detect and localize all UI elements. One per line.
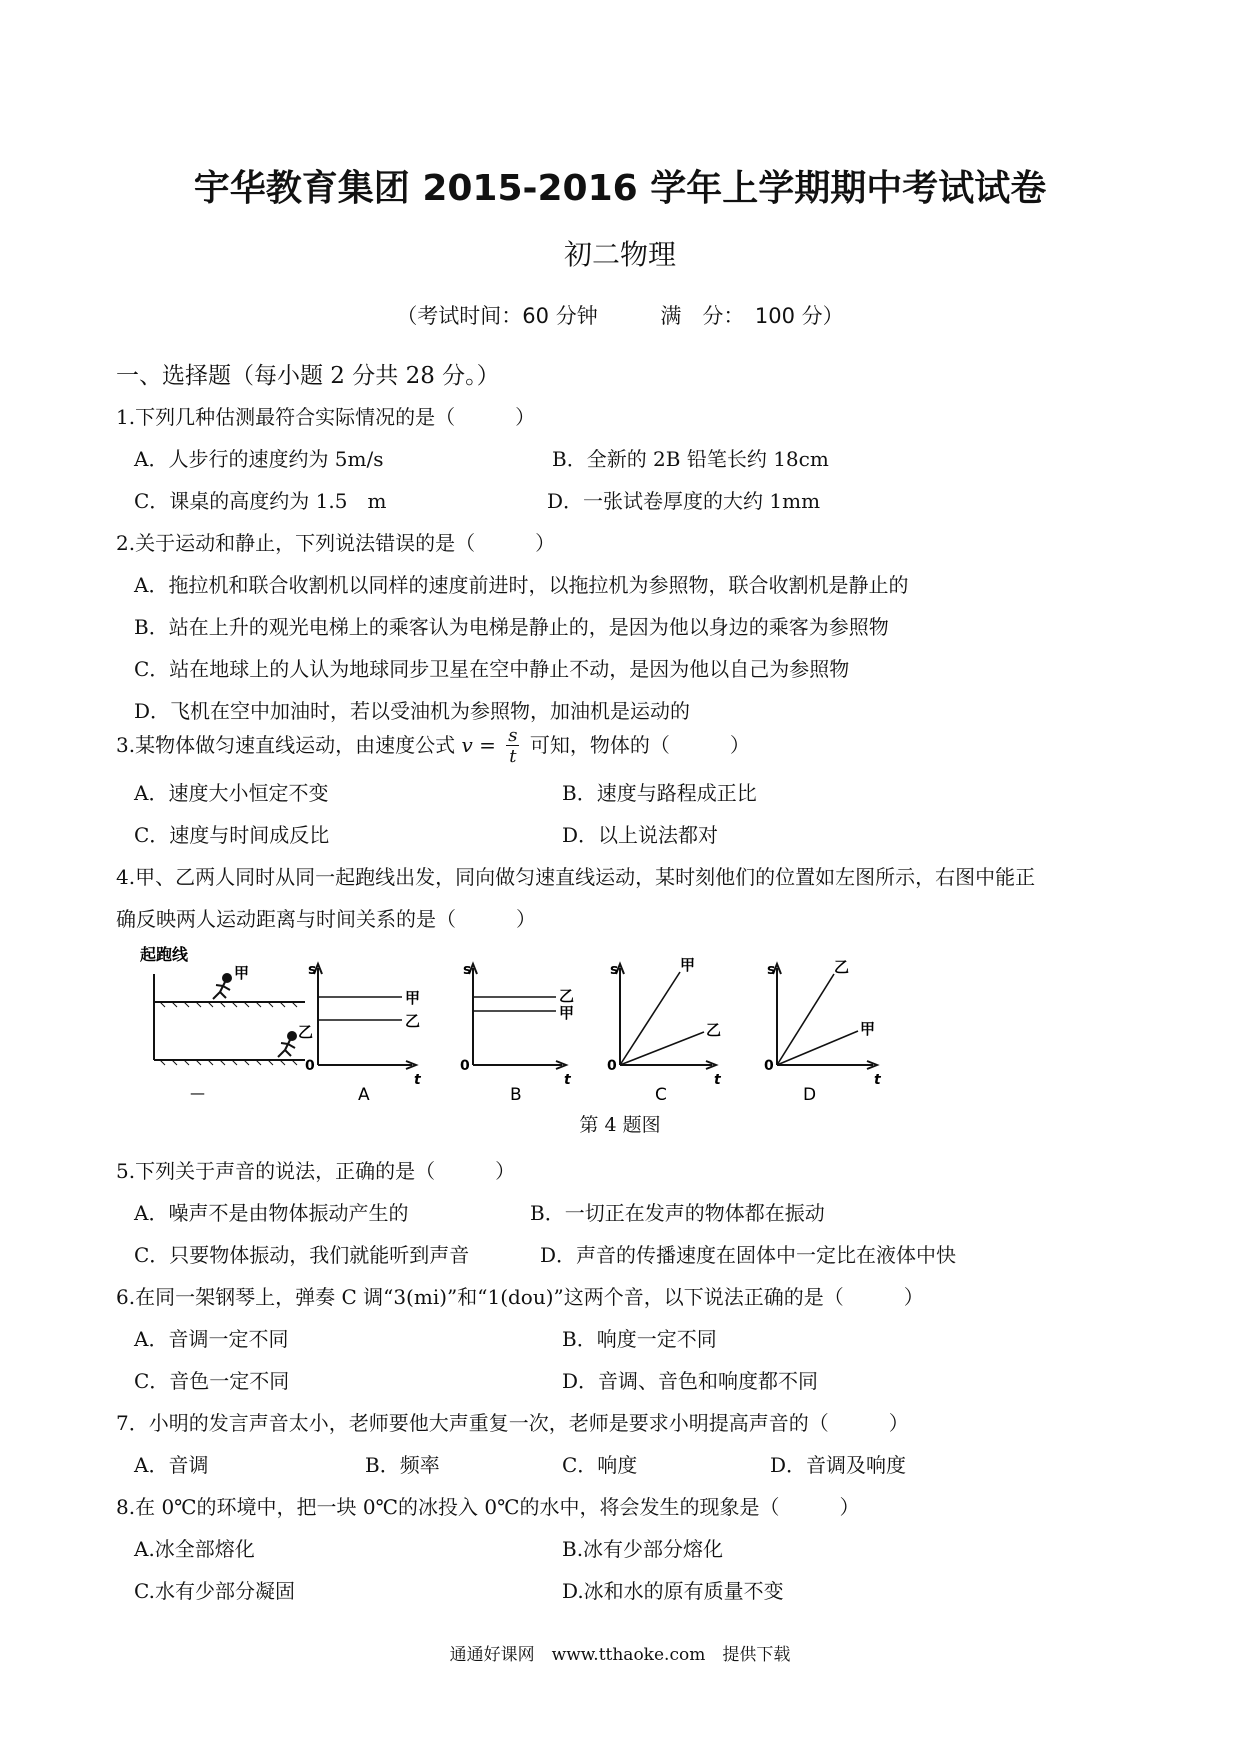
- formula-numerator: s: [508, 725, 518, 746]
- start-line-label: 起跑线: [140, 945, 189, 964]
- question-option: D.冰和水的原有质量不变: [562, 1579, 784, 1603]
- graph-line-steep: [620, 972, 680, 1065]
- question-option: B.冰有少部分熔化: [562, 1537, 724, 1561]
- runner-jia-label: 甲: [234, 964, 250, 982]
- t-axis-label: t: [714, 1072, 721, 1088]
- graph-caption: A: [358, 1085, 370, 1105]
- question-option: D．音调及响度: [770, 1453, 907, 1477]
- line-label-steep: 甲: [680, 956, 696, 974]
- question-option: B．响度一定不同: [562, 1327, 717, 1351]
- track-hatching: [160, 1002, 297, 1065]
- formula-denominator: t: [509, 746, 517, 767]
- s-axis-label: s: [463, 962, 472, 978]
- s-axis-label: s: [610, 962, 619, 978]
- t-axis-label: t: [564, 1072, 571, 1088]
- question-stem: 4.甲、乙两人同时从同一起跑线出发，同向做匀速直线运动，某时刻他们的位置如左图所示，右图中能正: [116, 865, 1036, 889]
- page-subtitle: 初二物理: [563, 238, 676, 271]
- section-heading: 一、选择题（每小题 2 分共 28 分。）: [116, 363, 500, 389]
- question-option: A．拖拉机和联合收割机以同样的速度前进时，以拖拉机为参照物，联合收割机是静止的: [134, 573, 909, 597]
- question-option: D．飞机在空中加油时，若以受油机为参照物，加油机是运动的: [134, 699, 691, 723]
- origin-label: 0: [305, 1058, 315, 1074]
- exam-time: （考试时间：60 分钟: [396, 304, 598, 328]
- s-axis-label: s: [767, 962, 776, 978]
- question-stem: 7．小明的发言声音太小，老师要他大声重复一次，老师是要求小明提高声音的（ ）: [116, 1411, 909, 1435]
- question-option: A．音调: [134, 1453, 209, 1477]
- graph-c: [607, 956, 722, 1105]
- formula-lhs: v =: [461, 733, 496, 757]
- question-option: B．全新的 2B 铅笔长约 18cm: [552, 447, 829, 471]
- origin-label: 0: [460, 1058, 470, 1074]
- question-option: B．站在上升的观光电梯上的乘客认为电梯是静止的，是因为他以身边的乘客为参照物: [134, 615, 889, 639]
- graph-line-shallow: [620, 1032, 704, 1065]
- graph-caption: D: [803, 1085, 817, 1105]
- exam-meta: [0, 300, 1240, 330]
- figure-4: [140, 940, 1000, 1125]
- question-stem: 2.关于运动和静止，下列说法错误的是（ ）: [116, 531, 556, 555]
- t-axis-label: t: [414, 1072, 421, 1088]
- line-label-shallow: 甲: [860, 1020, 876, 1038]
- question-option: B．速度与路程成正比: [562, 781, 757, 805]
- graph-caption: C: [655, 1085, 667, 1105]
- origin-label: 0: [607, 1058, 617, 1074]
- line-label-steep: 乙: [834, 958, 850, 976]
- question-stem-part: 3.某物体做匀速直线运动，由速度公式: [116, 733, 456, 757]
- runner-yi-label: 乙: [298, 1023, 314, 1041]
- question-option: A．人步行的速度约为 5m/s: [134, 447, 384, 471]
- s-axis-label: s: [308, 962, 317, 978]
- question-option: C．速度与时间成反比: [134, 823, 330, 847]
- question-option: D．音调、音色和响度都不同: [562, 1369, 819, 1393]
- line-label-bottom: 乙: [405, 1012, 421, 1030]
- question-option: C．音色一定不同: [134, 1369, 290, 1393]
- exam-score: 满 分： 100 分）: [660, 304, 844, 328]
- graph-line-steep: [777, 974, 834, 1065]
- line-label-shallow: 乙: [706, 1021, 722, 1039]
- graph-d: [764, 958, 882, 1105]
- question-option: B．一切正在发声的物体都在振动: [530, 1201, 825, 1225]
- velocity-formula: [506, 727, 519, 766]
- graph-caption: B: [510, 1085, 522, 1105]
- question-stem: 确反映两人运动距离与时间关系的是（ ）: [116, 907, 536, 931]
- page-title: 宇华教育集团 2015-2016 学年上学期期中考试试卷: [193, 168, 1047, 209]
- question-stem: 5.下列关于声音的说法，正确的是（ ）: [116, 1159, 516, 1183]
- question-option: C．响度: [562, 1453, 638, 1477]
- origin-label: 0: [764, 1058, 774, 1074]
- question-stem: [116, 727, 750, 766]
- question-stem-part: 可知，物体的（ ）: [529, 733, 750, 757]
- question-option: D．以上说法都对: [562, 823, 719, 847]
- footer-source: 通通好课网 www.tthaoke.com 提供下载: [449, 1645, 791, 1665]
- question-stem: 8.在 0℃的环境中，把一块 0℃的冰投入 0℃的水中，将会发生的现象是（ ）: [116, 1495, 860, 1519]
- question-option: C．只要物体振动，我们就能听到声音: [134, 1243, 470, 1267]
- question-option: D．一张试卷厚度的大约 1mm: [547, 489, 821, 513]
- question-option: A．噪声不是由物体振动产生的: [134, 1201, 409, 1225]
- question-option: A．速度大小恒定不变: [134, 781, 329, 805]
- question-option: A．音调一定不同: [134, 1327, 289, 1351]
- question-option: C．课桌的高度约为 1.5 m: [134, 489, 387, 513]
- figure-caption: 第 4 题图: [579, 1114, 661, 1136]
- line-label-top: 乙: [559, 987, 575, 1005]
- question-option: D．声音的传播速度在固体中一定比在液体中快: [540, 1243, 957, 1267]
- question-option: C.水有少部分凝固: [134, 1579, 295, 1603]
- line-label-top: 甲: [405, 989, 421, 1007]
- question-option: B．频率: [365, 1453, 440, 1477]
- left-panel-caption: —: [190, 1084, 205, 1102]
- runner-jia-icon: [213, 974, 231, 999]
- graph-b: [460, 962, 574, 1105]
- runner-yi-icon: [278, 1032, 296, 1057]
- question-stem: 1.下列几种估测最符合实际情况的是（ ）: [116, 405, 536, 429]
- line-label-bottom: 甲: [559, 1004, 575, 1022]
- question-option: A.冰全部熔化: [134, 1537, 255, 1561]
- graph-a: [305, 962, 422, 1105]
- question-option: C．站在地球上的人认为地球同步卫星在空中静止不动，是因为他以自己为参照物: [134, 657, 850, 681]
- t-axis-label: t: [874, 1072, 881, 1088]
- question-stem: 6.在同一架钢琴上，弹奏 C 调“3(mi)”和“1(dou)”这两个音，以下说法正确的是（ ）: [116, 1285, 924, 1309]
- graph-line-shallow: [777, 1031, 858, 1065]
